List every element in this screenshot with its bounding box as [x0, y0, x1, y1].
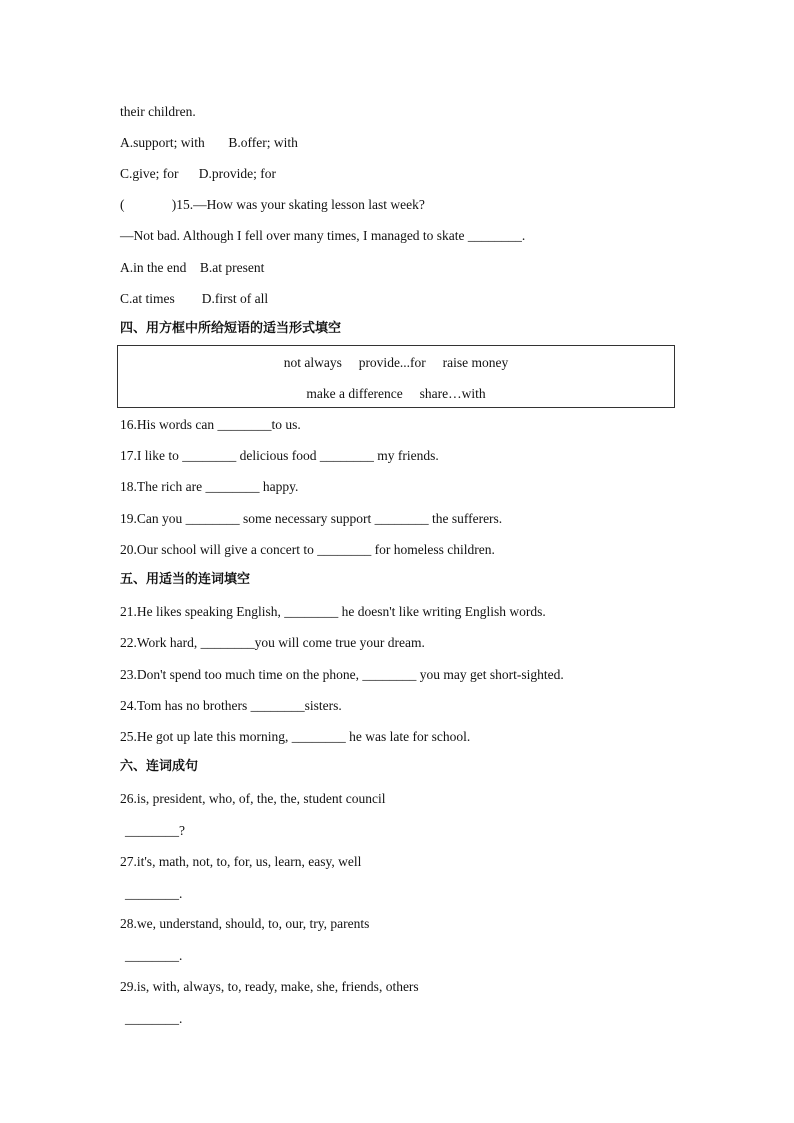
- question-14-options-ab: A.support; with B.offer; with: [120, 135, 298, 150]
- question-15-dialogue: —Not bad. Although I fell over many times, I managed to skate ________.: [120, 228, 526, 243]
- question-28-answer-blank: ________.: [125, 948, 183, 963]
- question-26: 26.is, president, who, of, the, the, student council: [120, 791, 386, 806]
- section-5-heading: 五、用适当的连词填空: [120, 572, 251, 587]
- section-6-heading: 六、连词成句: [120, 759, 199, 774]
- question-15-prompt: ( )15.—How was your skating lesson last week?: [120, 197, 425, 212]
- phrase-box: [117, 345, 675, 408]
- question-21: 21.He likes speaking English, ________ he doesn't like writing English words.: [120, 604, 546, 619]
- question-20: 20.Our school will give a concert to ________ for homeless children.: [120, 542, 495, 557]
- phrase-box-row-1: not always provide...for raise money: [283, 355, 509, 370]
- question-29-answer-blank: ________.: [125, 1011, 183, 1026]
- question-25: 25.He got up late this morning, ________ he was late for school.: [120, 729, 471, 744]
- question-23: 23.Don't spend too much time on the phone, ________ you may get short-sighted.: [120, 667, 564, 682]
- question-17: 17.I like to ________ delicious food ________ my friends.: [120, 448, 439, 463]
- question-22: 22.Work hard, ________you will come true your dream.: [120, 635, 425, 650]
- question-16: 16.His words can ________to us.: [120, 417, 301, 432]
- question-26-answer-blank: ________?: [125, 823, 185, 838]
- question-14-continuation: their children.: [120, 104, 196, 119]
- question-27-answer-blank: ________.: [125, 886, 183, 901]
- question-15-options-cd: C.at times D.first of all: [120, 291, 269, 306]
- question-28: 28.we, understand, should, to, our, try, parents: [120, 916, 370, 931]
- question-18: 18.The rich are ________ happy.: [120, 479, 299, 494]
- question-14-options-cd: C.give; for D.provide; for: [120, 166, 276, 181]
- question-19: 19.Can you ________ some necessary support ________ the sufferers.: [120, 511, 503, 526]
- question-24: 24.Tom has no brothers ________sisters.: [120, 698, 342, 713]
- question-29: 29.is, with, always, to, ready, make, she, friends, others: [120, 979, 419, 994]
- phrase-box-row-2: make a difference share…with: [306, 386, 486, 401]
- question-15-options-ab: A.in the end B.at present: [120, 260, 265, 275]
- section-4-heading: 四、用方框中所给短语的适当形式填空: [120, 321, 342, 336]
- question-27: 27.it's, math, not, to, for, us, learn, easy, well: [120, 854, 362, 869]
